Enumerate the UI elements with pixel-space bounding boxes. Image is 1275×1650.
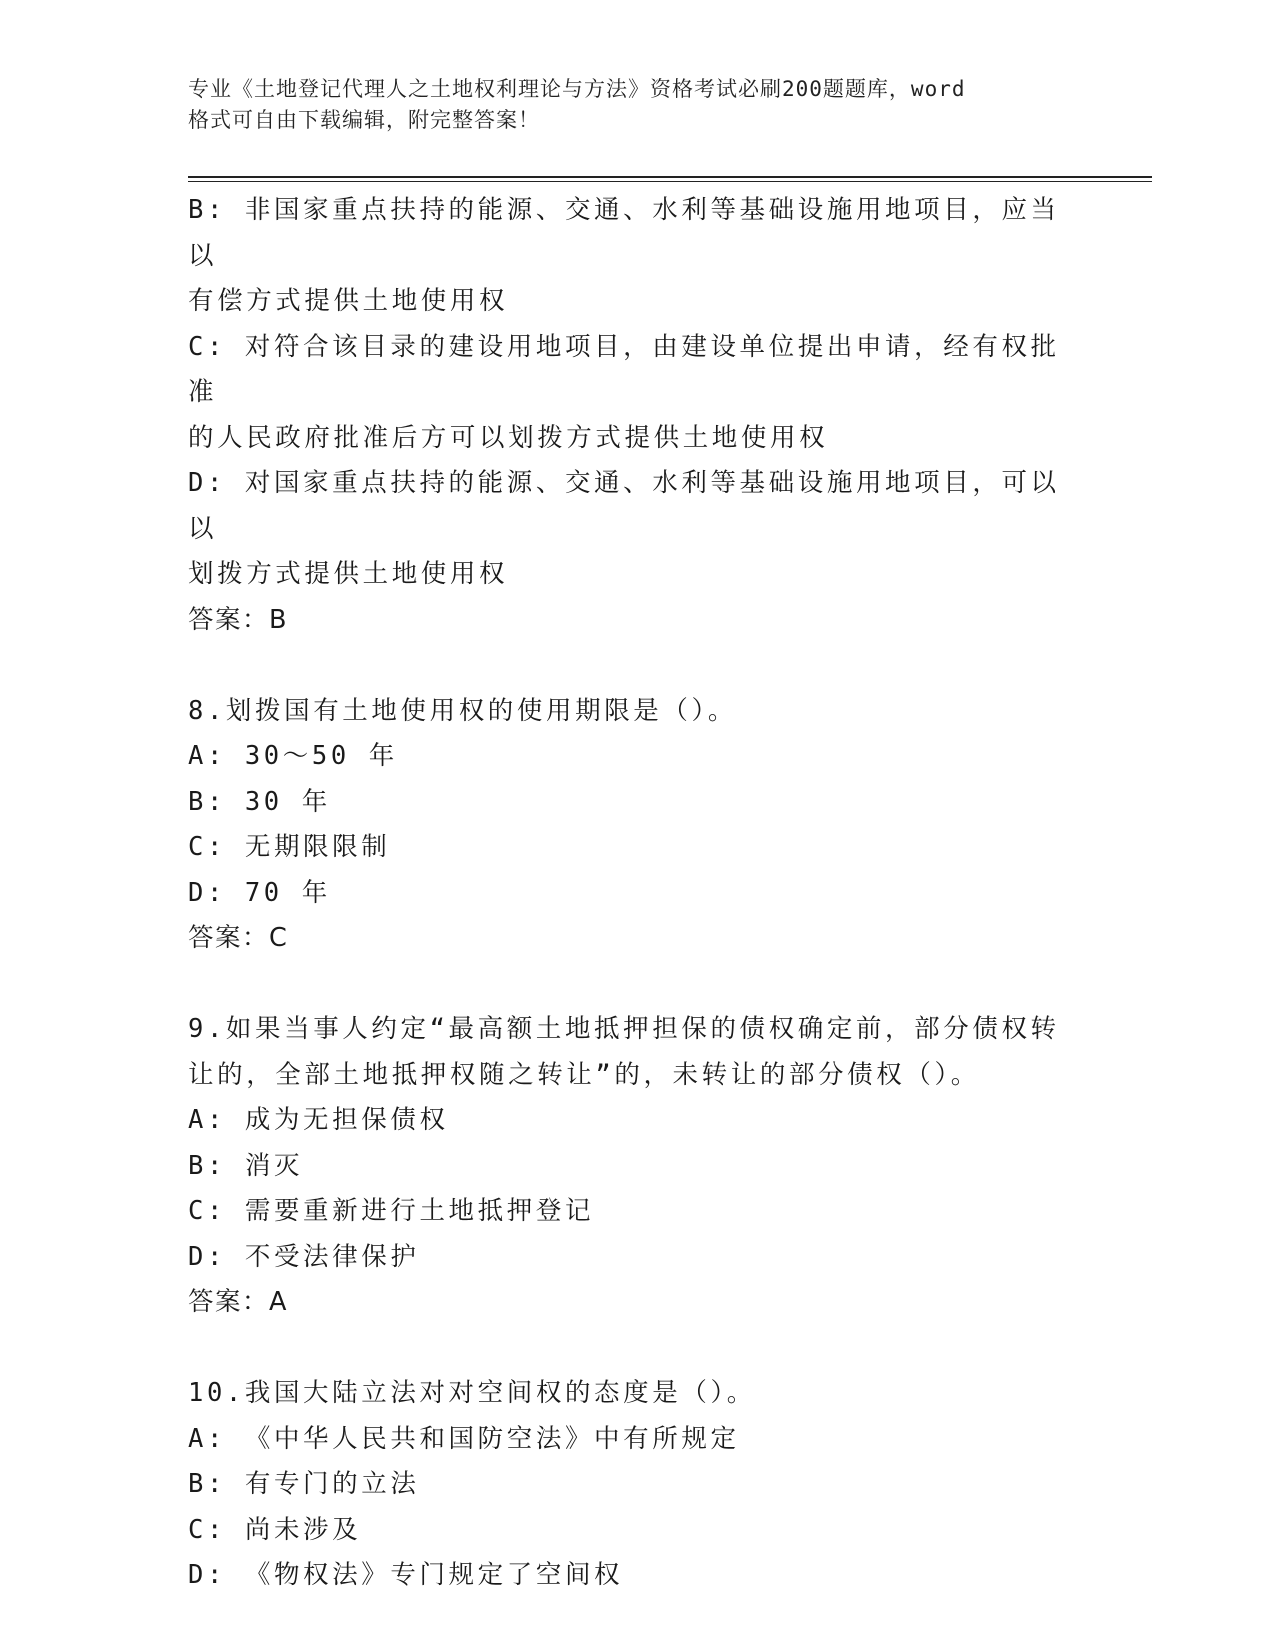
answer: 答案：A bbox=[188, 1287, 288, 1317]
question-text: 10.我国大陆立法对对空间权的态度是（）。 bbox=[188, 1378, 756, 1408]
header-line-1: 专业《土地登记代理人之土地权利理论与方法》资格考试必刷200题题库，word bbox=[188, 77, 966, 101]
header-line-2: 格式可自由下载编辑，附完整答案！ bbox=[188, 108, 540, 132]
header-divider-thick bbox=[188, 176, 1152, 178]
question-8 bbox=[188, 689, 1088, 962]
option-a: A: 30～50 年 bbox=[188, 741, 398, 771]
spacer bbox=[188, 962, 1088, 1008]
question-text-line-1: 9.如果当事人约定“最高额土地抵押担保的债权确定前，部分债权转 bbox=[188, 1014, 1060, 1044]
option-c: C: 需要重新进行土地抵押登记 bbox=[188, 1196, 595, 1226]
option-a: A: 《中华人民共和国防空法》中有所规定 bbox=[188, 1423, 740, 1454]
option-d-line-1: D: 对国家重点扶持的能源、交通、水利等基础设施用地项目，可以以 bbox=[188, 468, 1060, 544]
question-7 bbox=[188, 188, 1088, 643]
option-d: D: 70 年 bbox=[188, 877, 331, 908]
question-10 bbox=[188, 1371, 1088, 1599]
option-d: D: 不受法律保护 bbox=[188, 1241, 420, 1272]
spacer bbox=[188, 1326, 1088, 1372]
option-c: C: 无期限限制 bbox=[188, 832, 391, 862]
option-c-line-2: 的人民政府批准后方可以划拨方式提供土地使用权 bbox=[188, 422, 829, 453]
option-b: B: 有专门的立法 bbox=[188, 1469, 420, 1499]
header-divider-thin bbox=[188, 181, 1152, 182]
option-a: A: 成为无担保债权 bbox=[188, 1105, 449, 1135]
answer: 答案：C bbox=[188, 923, 289, 953]
option-c-line-1: C: 对符合该目录的建设用地项目，由建设单位提出申请，经有权批准 bbox=[188, 331, 1060, 407]
option-d: D: 《物权法》专门规定了空间权 bbox=[188, 1560, 624, 1590]
option-b: B: 30 年 bbox=[188, 786, 331, 817]
option-c: C: 尚未涉及 bbox=[188, 1514, 362, 1545]
option-b-line-1: B: 非国家重点扶持的能源、交通、水利等基础设施用地项目，应当以 bbox=[188, 195, 1060, 271]
spacer bbox=[188, 643, 1088, 689]
page-header bbox=[188, 74, 1068, 136]
question-text-line-2: 让的，全部土地抵押权随之转让”的，未转让的部分债权（）。 bbox=[188, 1059, 980, 1090]
option-b: B: 消灭 bbox=[188, 1150, 304, 1181]
question-9 bbox=[188, 1007, 1088, 1326]
answer: 答案：B bbox=[188, 604, 288, 635]
option-d-line-2: 划拨方式提供土地使用权 bbox=[188, 559, 509, 589]
option-b-line-2: 有偿方式提供土地使用权 bbox=[188, 286, 509, 316]
question-list bbox=[188, 188, 1088, 1599]
question-text: 8.划拨国有土地使用权的使用期限是（）。 bbox=[188, 695, 737, 726]
